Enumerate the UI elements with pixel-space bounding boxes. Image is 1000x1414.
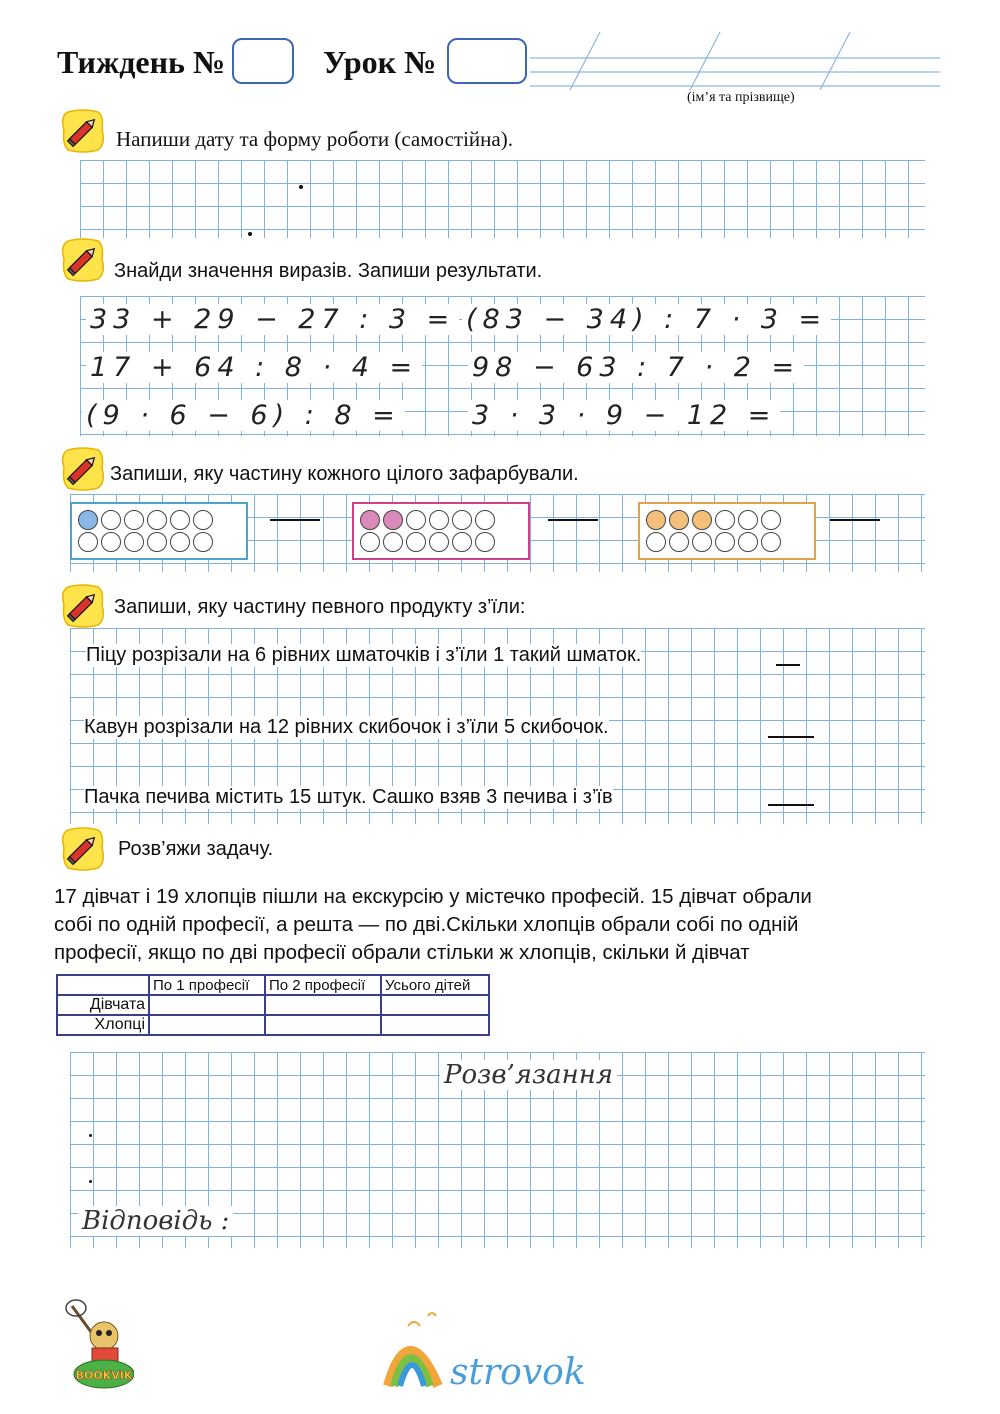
bookvik-logo (64, 1296, 134, 1396)
answer-blank[interactable] (768, 736, 814, 738)
row-label: Дівчата (57, 995, 149, 1015)
lesson-number-box[interactable] (447, 38, 527, 84)
empty-circle (193, 510, 213, 530)
empty-circle (761, 532, 781, 552)
expression: 17 + 64 : 8 · 4 = (86, 352, 422, 383)
empty-circle (124, 510, 144, 530)
table-header: По 1 професії (149, 975, 265, 995)
dot (89, 1180, 92, 1183)
name-caption: (ім’я та прізвище) (687, 90, 795, 105)
row-label: Хлопці (57, 1015, 149, 1035)
expression: (83 − 34) : 7 · 3 = (462, 304, 831, 335)
empty-circle (669, 532, 689, 552)
table-cell[interactable] (149, 1015, 265, 1035)
circle-row (78, 532, 240, 552)
table-cell (57, 975, 149, 995)
empty-circle (692, 532, 712, 552)
answer-blank[interactable] (548, 519, 598, 521)
fraction-circles-orange (638, 502, 816, 560)
expression: 3 · 3 · 9 − 12 = (468, 400, 780, 431)
empty-circle (738, 510, 758, 530)
solution-label: Розв’язання (440, 1060, 617, 1090)
task5-instruction: Розв’яжи задачу. (118, 838, 274, 860)
filled-circle (360, 510, 380, 530)
empty-circle (170, 510, 190, 530)
food-question: Піцу розрізали на 6 рівних шматочків і з’їли 1 такий шматок. (86, 644, 642, 666)
week-number-box[interactable] (232, 38, 294, 84)
logo-text: strovok (450, 1352, 586, 1393)
expression: 33 + 29 − 27 : 3 = (86, 304, 459, 335)
filled-circle (692, 510, 712, 530)
pencil-icon (60, 446, 106, 492)
empty-circle (170, 532, 190, 552)
empty-circle (147, 532, 167, 552)
task3-instruction: Запиши, яку частину кожного цілого зафарбували. (110, 463, 579, 485)
fraction-circles-pink (352, 502, 530, 560)
dot (248, 232, 252, 236)
empty-circle (452, 532, 472, 552)
ostrovok-logo (378, 1306, 608, 1396)
empty-circle (193, 532, 213, 552)
empty-circle (475, 510, 495, 530)
filled-circle (383, 510, 403, 530)
table-header: По 2 професії (265, 975, 381, 995)
table-row (57, 975, 489, 995)
circle-row (78, 510, 240, 530)
empty-circle (452, 510, 472, 530)
empty-circle (78, 532, 98, 552)
empty-circle (101, 532, 121, 552)
table-row (57, 995, 489, 1015)
food-question: Пачка печива містить 15 штук. Сашко взяв 3 печива і з’їв (84, 786, 613, 808)
empty-circle (360, 532, 380, 552)
empty-circle (124, 532, 144, 552)
empty-circle (429, 532, 449, 552)
logo-text: BOOKVIK (75, 1369, 133, 1382)
table-cell[interactable] (381, 995, 489, 1015)
problem-table (56, 974, 490, 1036)
answer-blank[interactable] (830, 519, 880, 521)
empty-circle (383, 532, 403, 552)
task2-instruction: Знайди значення виразів. Запиши результати. (114, 260, 543, 282)
empty-circle (715, 510, 735, 530)
dot (89, 1134, 92, 1137)
table-row (57, 1015, 489, 1035)
table-cell[interactable] (265, 1015, 381, 1035)
empty-circle (406, 510, 426, 530)
filled-circle (669, 510, 689, 530)
expression: (9 · 6 − 6) : 8 = (82, 400, 405, 431)
empty-circle (761, 510, 781, 530)
task1-instruction: Напиши дату та форму роботи (самостійна). (116, 127, 513, 151)
answer-blank[interactable] (768, 804, 814, 806)
filled-circle (646, 510, 666, 530)
task1-writing-grid[interactable] (80, 160, 925, 238)
empty-circle (429, 510, 449, 530)
problem-line: професії, якщо по дві професії обрали стільки ж хлопців, скільки й дівчат (54, 941, 750, 964)
empty-circle (715, 532, 735, 552)
answer-blank[interactable] (270, 519, 320, 521)
problem-text (54, 883, 812, 967)
pencil-icon (60, 237, 106, 283)
pencil-icon (60, 826, 106, 872)
circle-row (646, 532, 808, 552)
problem-line: 17 дівчат і 19 хлопців пішли на екскурсію у містечко професій. 15 дівчат обрали (54, 885, 812, 908)
circle-row (360, 510, 522, 530)
empty-circle (646, 532, 666, 552)
filled-circle (78, 510, 98, 530)
week-label: Тиждень № (57, 44, 226, 80)
empty-circle (475, 532, 495, 552)
table-cell[interactable] (381, 1015, 489, 1035)
lesson-label: Урок № (323, 44, 437, 80)
pencil-icon (60, 108, 106, 154)
circle-row (646, 510, 808, 530)
table-cell[interactable] (265, 995, 381, 1015)
pencil-icon (60, 583, 106, 629)
fraction-circles-blue (70, 502, 248, 560)
food-question: Кавун розрізали на 12 рівних скибочок і з’їли 5 скибочок. (84, 716, 609, 738)
answer-label: Відповідь : (78, 1206, 233, 1236)
answer-blank[interactable] (776, 664, 800, 666)
name-field[interactable] (530, 30, 950, 90)
table-cell[interactable] (149, 995, 265, 1015)
expression: 98 − 63 : 7 · 2 = (468, 352, 804, 383)
table-header: Усього дітей (381, 975, 489, 995)
empty-circle (738, 532, 758, 552)
empty-circle (101, 510, 121, 530)
circle-row (360, 532, 522, 552)
empty-circle (147, 510, 167, 530)
problem-line: собі по одній професії, а решта — по дві.Скільки хлопців обрали собі по одній (54, 913, 799, 936)
dot (299, 185, 303, 189)
empty-circle (406, 532, 426, 552)
task4-instruction: Запиши, яку частину певного продукту з’їли: (114, 596, 526, 618)
